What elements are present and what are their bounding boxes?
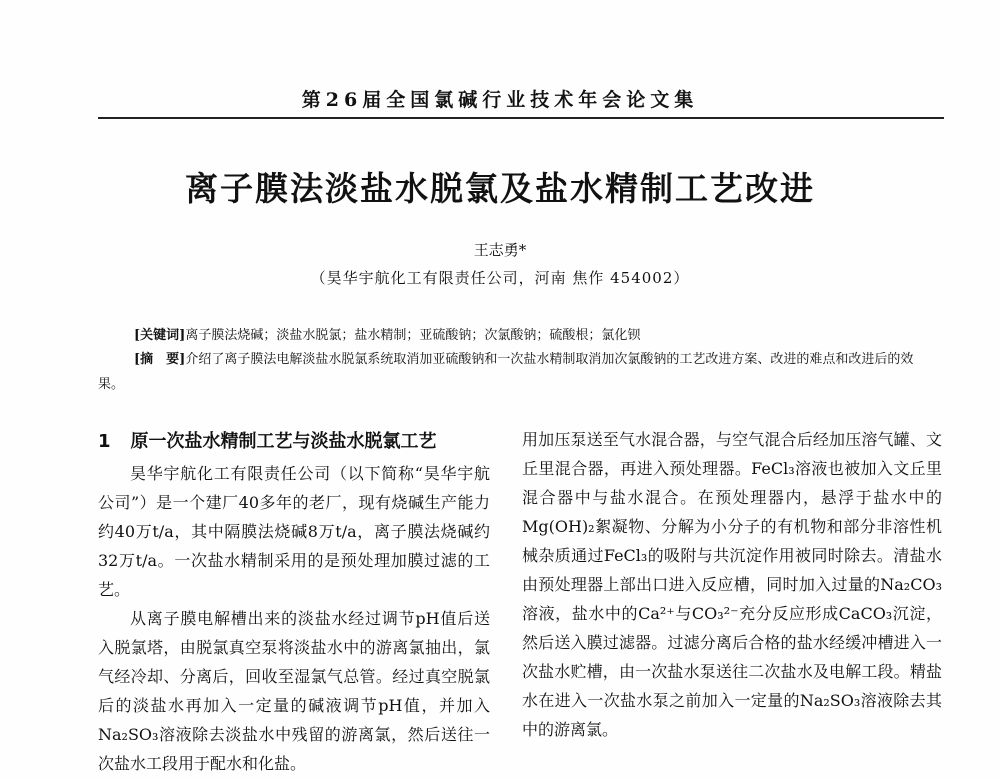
running-head: 第26届全国氯碱行业技术年会论文集 [301,89,699,111]
author: 王志勇* [473,241,527,259]
affiliation: （昊华宇航化工有限责任公司，河南 焦作 454002） [310,269,690,287]
section-heading [98,425,490,459]
abstract-text: 介绍了离子膜法电解淡盐水脱氯系统取消加亚硫酸钠和一次盐水精制取消加次氯酸钠的工艺改进方案、改进的难点和改进后的效果。 [98,352,914,392]
keywords [98,323,938,348]
left-column [98,425,490,778]
paragraph: 从离子膜电解槽出来的淡盐水经过调节pH值后送入脱氯塔，由脱氯真空泵将淡盐水中的游离氯抽出，氯气经冷却、分离后，回收至湿氯气总管。经过真空脱氯后的淡盐水再加入一定量的碱液调节pH值，并加入Na₂SO₃溶液除去淡盐水中残留的游离氯，然后送往一次盐水工段用于配水和化盐。 [98,609,490,773]
keywords-label: [关键词] [134,328,186,343]
abstract [98,347,938,397]
keywords-text: 离子膜法烧碱；淡盐水脱氯；盐水精制；亚硫酸钠；次氯酸钠；硫酸根；氯化钡 [185,328,641,343]
paragraph: 用加压泵送至气水混合器，与空气混合后经加压溶气罐、文丘里混合器，再进入预处理器。FeCl₃溶液也被加入文丘里混合器中与盐水混合。在预处理器内，悬浮于盐水中的Mg(OH)₂絮凝物、分解为小分子的有机物和部分非溶性机械杂质通过FeCl₃的吸附与共沉淀作用被同时除去。清盐水由预处理器上部出口进入反应槽，同时加入过量的Na₂CO₃溶液，盐水中的Ca²⁺与CO₃²⁻充分反应形成CaCO₃沉淀，然后送入膜过滤器。过滤分离后合格的盐水经缓冲槽进入一次盐水贮槽，由一次盐水泵送往二次盐水及电解工段。精盐水在进入一次盐水泵之前加入一定量的Na₂SO₃溶液除去其中的游离氯。 [522,430,942,739]
paper-title: 离子膜法淡盐水脱氯及盐水精制工艺改进 [185,169,815,208]
abstract-label: [摘 要] [134,352,186,367]
right-column [522,425,942,744]
header-rule [98,117,944,119]
section-title: 原一次盐水精制工艺与淡盐水脱氯工艺 [130,431,437,452]
section-number: 1 [98,431,111,452]
paragraph: 昊华宇航化工有限责任公司（以下简称“昊华宇航公司”）是一个建厂40多年的老厂，现有烧碱生产能力约40万t/a，其中隔膜法烧碱8万t/a，离子膜法烧碱约32万t/a。一次盐水精制采用的是预处理加膜过滤的工艺。 [98,464,490,599]
